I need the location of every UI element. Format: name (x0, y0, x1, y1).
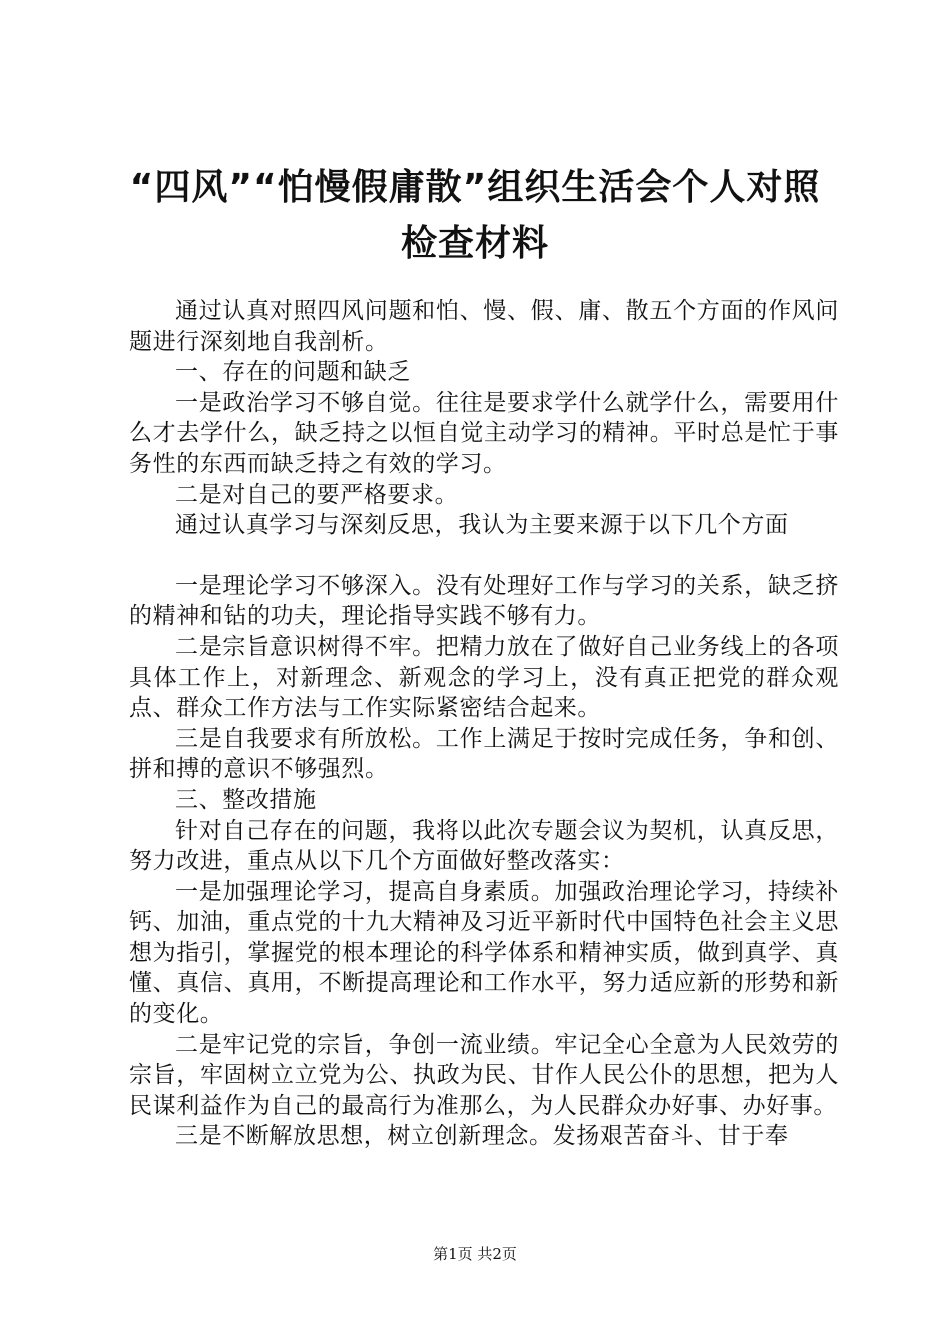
paragraph-measure-3: 三是不断解放思想，树立创新理念。发扬艰苦奋斗、甘于奉 (175, 1123, 789, 1150)
paragraph-cause-1: 一是理论学习不够深入。没有处理好工作与学习的关系，缺乏挤的精神和钻的功夫，理论指导实践不够有力。 (129, 572, 839, 630)
paragraph-intro: 通过认真对照四风问题和怕、慢、假、庸、散五个方面的作风问题进行深刻地自我剖析。 (129, 298, 839, 355)
paragraph-measure-1: 一是加强理论学习，提高自身素质。加强政治理论学习，持续补钙、加油，重点党的十九大精神及习近平新时代中国特色社会主义思想为指引，掌握党的根本理论的科学体系和精神实质，做到真学、真懂、真信、真用，不断提高理论和工作水平，努力适应新的形势和新的变化。 (129, 878, 839, 1028)
paragraph-causes-intro: 通过认真学习与深刻反思，我认为主要来源于以下几个方面 (175, 512, 789, 539)
paragraph-problem-1: 一是政治学习不够自觉。往往是要求学什么就学什么，需要用什么才去学什么，缺乏持之以恒自觉主动学习的精神。平时总是忙于事务性的东西而缺乏持之有效的学习。 (129, 389, 839, 477)
document-title (100, 160, 850, 272)
paragraph-cause-3: 三是自我要求有所放松。工作上满足于按时完成任务，争和创、拼和搏的意识不够强烈。 (129, 725, 839, 783)
paragraph-measure-2: 二是牢记党的宗旨，争创一流业绩。牢记全心全意为人民效劳的宗旨，牢固树立立党为公、执政为民、甘作人民公仆的思想，把为人民谋利益作为自己的最高行为准那么，为人民群众办好事、办好事。 (129, 1031, 839, 1119)
paragraph-gap (129, 541, 839, 571)
document-body (129, 296, 839, 1152)
title-line-2: 检查材料 (400, 223, 549, 264)
section-heading-measures: 三、整改措施 (175, 786, 317, 813)
paragraph-cause-2: 二是宗旨意识树得不牢。把精力放在了做好自己业务线上的各项具体工作上，对新理念、新观念的学习上，没有真正把党的群众观点、群众工作方法与工作实际紧密结合起来。 (129, 633, 839, 722)
section-heading-problems: 一、存在的问题和缺乏 (175, 359, 411, 386)
paragraph-measures-intro: 针对自己存在的问题，我将以此次专题会议为契机，认真反思，努力改进，重点从以下几个方面做好整改落实： (129, 817, 839, 875)
title-line-1: “四风”“怕慢假庸散”组织生活会个人对照 (129, 167, 821, 208)
paragraph-problem-2: 二是对自己的要严格要求。 (175, 481, 459, 508)
page-number-footer: 第1页 共2页 (433, 1245, 517, 1263)
